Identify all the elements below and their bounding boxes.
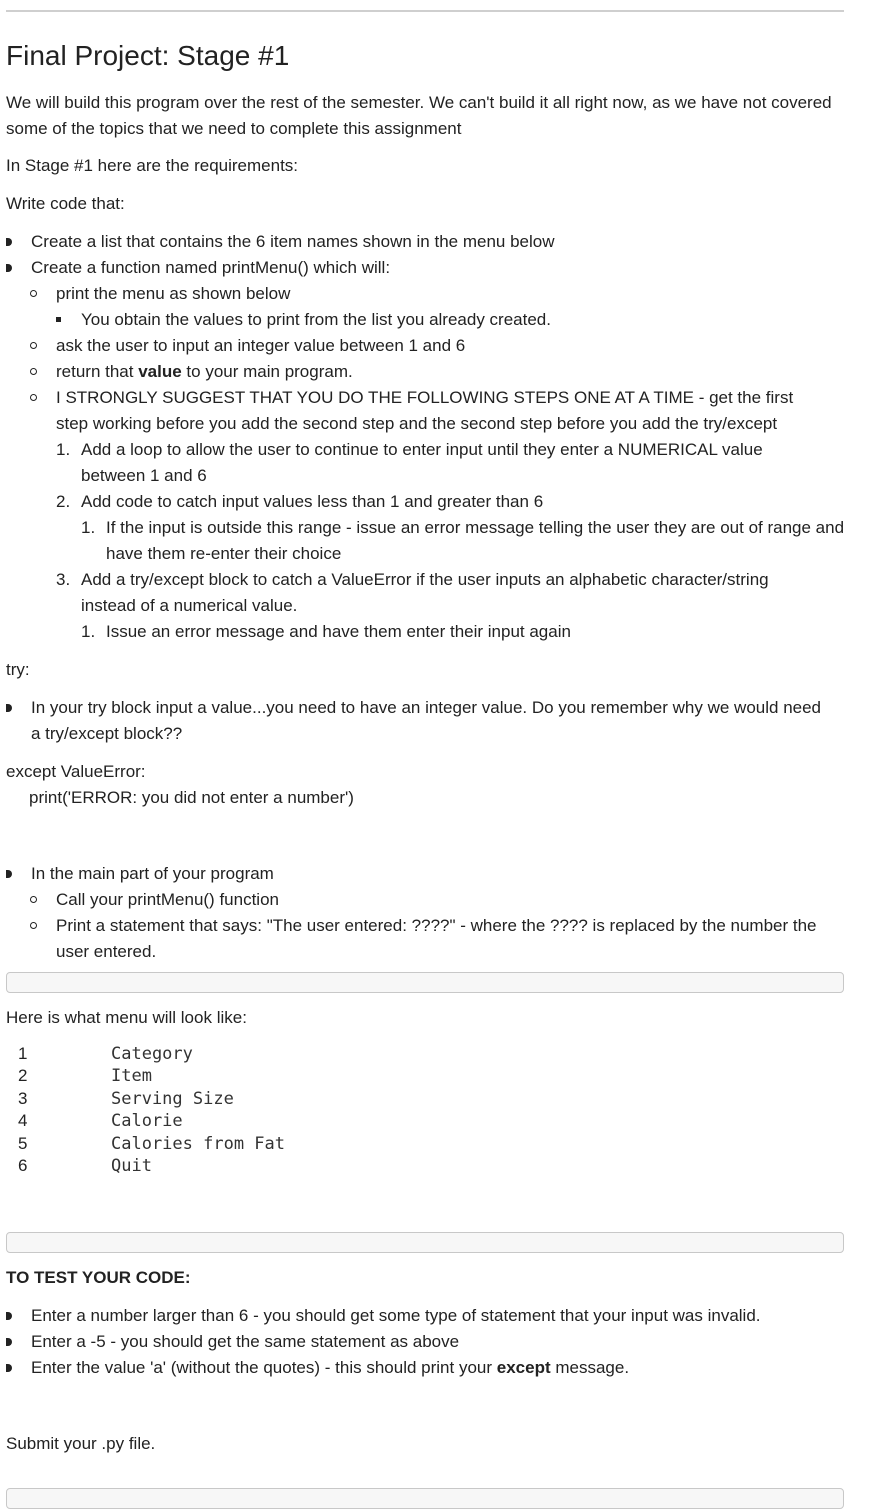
- list-item: I STRONGLY SUGGEST THAT YOU DO THE FOLLOWING STEPS ONE AT A TIME - get the first step working before you add the second step and the second step before you add the try/except: [56, 388, 794, 433]
- bullet-disc: [6, 870, 12, 878]
- step-text: Issue an error message and have them enter their input again: [106, 622, 571, 641]
- step-number: 2.: [56, 492, 71, 511]
- intro-paragraph: We will build this program over the rest of the semester. We can't build it all right now, as we have not covered some of the topics that we need to complete this assignment: [6, 93, 832, 138]
- submit-instruction: Submit your .py file.: [6, 1434, 156, 1453]
- step-number: 1.: [56, 440, 71, 459]
- list-item: In your try block input a value...you need to have an integer value. Do you remember why we would need a try/except block??: [31, 698, 822, 743]
- menu-intro: Here is what menu will look like:: [6, 1008, 247, 1027]
- step-number: 1.: [81, 518, 96, 537]
- bold-text: value: [138, 362, 182, 381]
- list-item: Print a statement that says: "The user entered: ????" - where the ???? is replaced by the number the user entered.: [56, 916, 817, 961]
- except-print: print('ERROR: you did not enter a number'): [29, 788, 354, 807]
- step-number: 3.: [56, 570, 71, 589]
- test-heading: TO TEST YOUR CODE:: [6, 1268, 191, 1287]
- bullet-circle: [30, 342, 37, 349]
- bullet-circle: [30, 368, 37, 375]
- list-item: ask the user to input an integer value between 1 and 6: [56, 336, 466, 355]
- menu-label: Calories from Fat: [111, 1133, 285, 1154]
- list-item: Create a list that contains the 6 item names shown in the menu below: [31, 232, 555, 251]
- menu-label: Quit: [111, 1156, 152, 1176]
- bullet-disc: [6, 1338, 12, 1346]
- menu-preview: [0, 1043, 400, 1183]
- menu-label: Item: [111, 1066, 152, 1087]
- separator-box: [6, 1232, 844, 1253]
- except-label: except ValueError:: [6, 762, 146, 781]
- bullet-disc: [6, 264, 12, 272]
- list-item: Call your printMenu() function: [56, 890, 279, 909]
- bullet-disc: [6, 704, 12, 712]
- bullet-circle: [30, 896, 37, 903]
- top-divider: [6, 10, 844, 12]
- text-segment: Enter the value 'a' (without the quotes) - this should print your: [31, 1358, 497, 1377]
- text-segment: to your main program.: [181, 362, 353, 381]
- requirements-heading: In Stage #1 here are the requirements:: [6, 156, 299, 175]
- list-item: Enter a number larger than 6 - you should get some type of statement that your input was invalid.: [31, 1306, 761, 1325]
- bullet-disc: [6, 1364, 12, 1372]
- step-number: 1.: [81, 622, 96, 641]
- list-item: In the main part of your program: [31, 864, 274, 883]
- list-item: Enter a -5 - you should get the same statement as above: [31, 1332, 460, 1351]
- menu-number: 2: [18, 1066, 28, 1086]
- menu-label: Calorie: [111, 1111, 183, 1132]
- try-label: try:: [6, 660, 30, 679]
- step-text: Add a loop to allow the user to continue to enter input until they enter a NUMERICAL value between 1 and 6: [81, 440, 763, 485]
- menu-number: 6: [18, 1156, 28, 1175]
- menu-number: 4: [18, 1111, 28, 1131]
- bullet-circle: [30, 922, 37, 929]
- separator-box: [6, 1488, 844, 1509]
- bullet-disc: [6, 238, 12, 246]
- separator-box: [6, 972, 844, 993]
- list-item: You obtain the values to print from the list you already created.: [81, 310, 551, 329]
- write-code-label: Write code that:: [6, 194, 125, 213]
- list-item: [56, 359, 353, 385]
- menu-number: 1: [18, 1044, 28, 1063]
- list-item: print the menu as shown below: [56, 284, 291, 303]
- menu-number: 3: [18, 1088, 28, 1108]
- menu-label: Category: [111, 1044, 193, 1064]
- step-text: Add a try/except block to catch a ValueError if the user inputs an alphabetic character/string instead of a numerical value.: [81, 570, 769, 615]
- bullet-circle: [30, 290, 37, 297]
- text-segment: message.: [550, 1358, 630, 1377]
- list-item: [31, 1355, 629, 1381]
- step-text: If the input is outside this range - issue an error message telling the user they are out of range and have them re-enter their choice: [106, 518, 845, 563]
- bold-text: except: [496, 1358, 551, 1377]
- page-title: Final Project: Stage #1: [6, 40, 290, 71]
- list-item: Create a function named printMenu() which will:: [31, 258, 391, 277]
- text-segment: return that: [56, 362, 139, 381]
- bullet-circle: [30, 394, 37, 401]
- step-text: Add code to catch input values less than 1 and greater than 6: [81, 492, 544, 511]
- bullet-disc: [6, 1312, 12, 1320]
- menu-label: Serving Size: [111, 1088, 234, 1109]
- menu-number: 5: [18, 1133, 28, 1153]
- bullet-square: [56, 317, 61, 322]
